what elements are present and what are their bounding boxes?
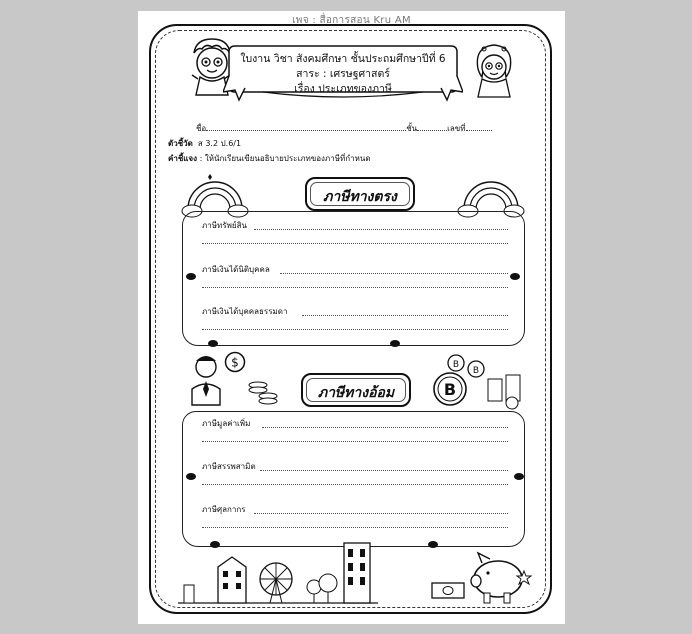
instruction-label: คำชี้แจง (168, 154, 198, 163)
indicator-row (168, 137, 241, 150)
indirect-item-2-label: ภาษีสรรพสามิต (202, 462, 256, 471)
direct-item-2 (202, 263, 508, 303)
heart-icon (390, 340, 400, 347)
class-field[interactable] (417, 130, 447, 131)
indirect-item-2 (202, 460, 508, 500)
heart-icon (428, 541, 438, 548)
answer-line[interactable] (202, 484, 508, 485)
indicator-label: ตัวชี้วัด (168, 139, 193, 148)
girl-character-icon (468, 39, 520, 99)
direct-tax-title-border (310, 182, 410, 206)
indirect-item-3 (202, 503, 508, 543)
student-info-row (196, 122, 516, 135)
dollar-coin-icon (224, 351, 246, 373)
header-line-1: ใบงาน วิชา สังคมศึกษา ชั้นประถมศึกษาปีที่ 6 (240, 53, 446, 65)
indirect-item-3-label: ภาษีศุลกากร (202, 505, 246, 514)
direct-item-1-label: ภาษีทรัพย์สิน (202, 221, 247, 230)
number-label: เลขที่ (447, 124, 466, 133)
indirect-tax-title: ภาษีทางอ้อม (301, 373, 411, 407)
svg-text:B: B (443, 380, 457, 399)
svg-text:B: B (472, 366, 480, 376)
answer-line[interactable] (202, 441, 508, 442)
indicator-value: ส 3.2 ป.6/1 (197, 139, 242, 148)
instruction-value: : ให้นักเรียนเขียนอธิบายประเภทของภาษีที่กำหนด (199, 154, 371, 163)
direct-item-3 (202, 305, 508, 345)
bitcoin-coins-icon (430, 353, 526, 411)
heart-icon (186, 473, 196, 480)
svg-text:$: $ (231, 355, 239, 370)
heart-icon (514, 473, 524, 480)
header-line-2: สาระ : เศรษฐศาสตร์ (296, 68, 390, 80)
answer-line[interactable] (202, 243, 508, 244)
coin-stack-icon (246, 377, 282, 407)
direct-item-3-label: ภาษีเงินได้บุคคลธรรมดา (202, 307, 288, 316)
worksheet-page (138, 11, 565, 624)
number-field[interactable] (466, 130, 492, 131)
heart-icon (186, 273, 196, 280)
answer-line[interactable] (254, 513, 508, 514)
direct-item-2-label: ภาษีเงินได้นิติบุคคล (202, 265, 270, 274)
indirect-item-1 (202, 417, 508, 457)
businessman-icon (188, 351, 228, 407)
indirect-item-1-label: ภาษีมูลค่าเพิ่ม (202, 419, 251, 428)
svg-text:B: B (452, 360, 460, 370)
banknote-icon (430, 581, 466, 601)
direct-tax-title: ภาษีทางตรง (305, 177, 415, 211)
class-label: ชั้น (406, 124, 418, 133)
instruction-row (168, 152, 371, 165)
answer-line[interactable] (202, 527, 508, 528)
answer-line[interactable] (302, 315, 508, 316)
answer-line[interactable] (254, 229, 508, 230)
answer-line[interactable] (202, 287, 508, 288)
name-label: ชื่อ (196, 124, 207, 133)
heart-icon (208, 340, 218, 347)
page-credit: เพจ : สื่อการสอน Kru AM (292, 15, 411, 26)
piggy-bank-icon (468, 547, 534, 607)
answer-line[interactable] (262, 427, 508, 428)
answer-line[interactable] (280, 273, 508, 274)
indirect-tax-title-border (306, 378, 406, 402)
heart-icon (510, 273, 520, 280)
direct-item-1 (202, 219, 508, 259)
title-banner (223, 42, 463, 104)
answer-line[interactable] (202, 329, 508, 330)
header-line-3: เรื่อง ประเภทของภาษี (294, 83, 392, 95)
city-skyline-icon (178, 541, 378, 605)
answer-line[interactable] (260, 470, 508, 471)
name-field[interactable] (206, 130, 406, 131)
